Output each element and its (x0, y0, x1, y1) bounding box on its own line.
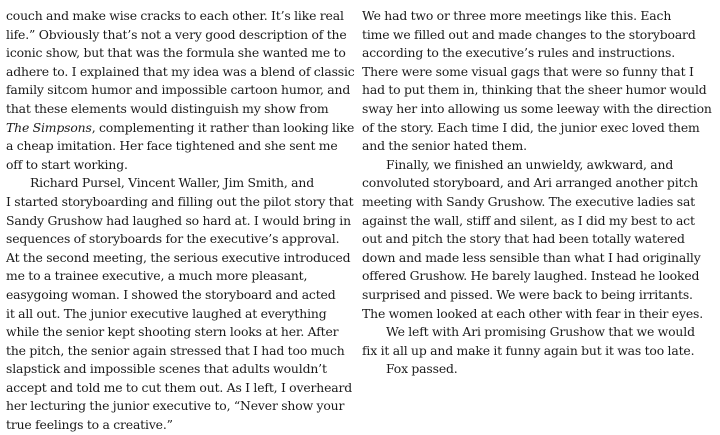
text-line: off to start working. (6, 156, 128, 172)
text-line: down and made less sensible than what I had originally (362, 249, 701, 265)
text-line: offered Grushow. He barely laughed. Instead he looked (362, 268, 700, 284)
paragraph-start-line: Fox passed. (386, 361, 458, 377)
paragraph-start-line: Richard Pursel, Vincent Waller, Jim Smith, and (30, 175, 315, 191)
text-line: life.” Obviously that’s not a very good description of the (6, 26, 347, 42)
right-text-column (362, 7, 712, 379)
text-line: iconic show, but that was the formula she wanted me to (6, 45, 346, 61)
text-line: slapstick and impossible scenes that adults wouldn’t (6, 361, 327, 377)
text-line: me to a trainee executive, a much more pleasant, (6, 268, 308, 284)
text-line: At the second meeting, the serious executive introduced (6, 249, 351, 265)
show-title-italic: The Simpsons (6, 119, 92, 135)
text-line: sequences of storyboards for the executive’s approval. (6, 231, 340, 247)
text-line: had to put them in, thinking that the sheer humor would (362, 82, 707, 98)
text-line: time we filled out and made changes to the storyboard (362, 26, 696, 42)
left-text-column (6, 7, 355, 435)
text-line: I started storyboarding and filling out the pilot story that (6, 193, 354, 209)
text-line: a cheap imitation. Her face tightened and she sent me (6, 138, 338, 154)
paragraph-start-line: Finally, we finished an unwieldy, awkward, and (386, 156, 674, 172)
text-line: family sitcom humor and impossible cartoon humor, and (6, 82, 351, 98)
text-line: adhere to. I explained that my idea was a blend of classic (6, 63, 355, 79)
text-line: out and pitch the story that had been totally watered (362, 231, 685, 247)
text-line: easygoing woman. I showed the storyboard and acted (6, 286, 336, 302)
text-line: and the senior hated them. (362, 138, 527, 154)
text-fragment: , complementing it rather than looking like (91, 119, 355, 135)
text-line: according to the executive’s rules and instructions. (362, 45, 676, 61)
text-line: surprised and pissed. We were back to being irritants. (362, 286, 693, 302)
text-line: fix it all up and make it funny again but it was too late. (362, 342, 695, 358)
text-line: couch and make wise cracks to each other. It’s like real (6, 8, 344, 23)
text-line: convoluted storyboard, and Ari arranged another pitch (362, 175, 698, 191)
text-line: that these elements would distinguish my show from (6, 100, 329, 116)
text-line: accept and told me to cut them out. As I left, I overheard (6, 379, 353, 395)
text-line: The women looked at each other with fear in their eyes. (362, 305, 704, 321)
paragraph-start-line: We left with Ari promising Grushow that we would (386, 324, 695, 340)
text-line: against the wall, stiff and silent, as I did my best to act (362, 212, 695, 228)
text-line: while the senior kept shooting stern looks at her. After (6, 324, 339, 340)
text-line: We had two or three more meetings like this. Each (362, 8, 672, 23)
text-line: There were some visual gags that were so funny that I (362, 63, 694, 79)
text-line: sway her into allowing us some leeway with the direction (362, 100, 712, 116)
text-line (6, 119, 355, 138)
text-line: her lecturing the junior executive to, “Never show your (6, 398, 345, 414)
text-line: meeting with Sandy Grushow. The executive ladies sat (362, 193, 696, 209)
text-line: the pitch, the senior again stressed that I had too much (6, 342, 345, 358)
text-line: of the story. Each time I did, the junior exec loved them (362, 119, 700, 135)
text-line: true feelings to a creative.” (6, 417, 173, 433)
text-line: Sandy Grushow had laughed so hard at. I would bring in (6, 212, 351, 228)
text-line: it all out. The junior executive laughed at everything (6, 305, 327, 321)
